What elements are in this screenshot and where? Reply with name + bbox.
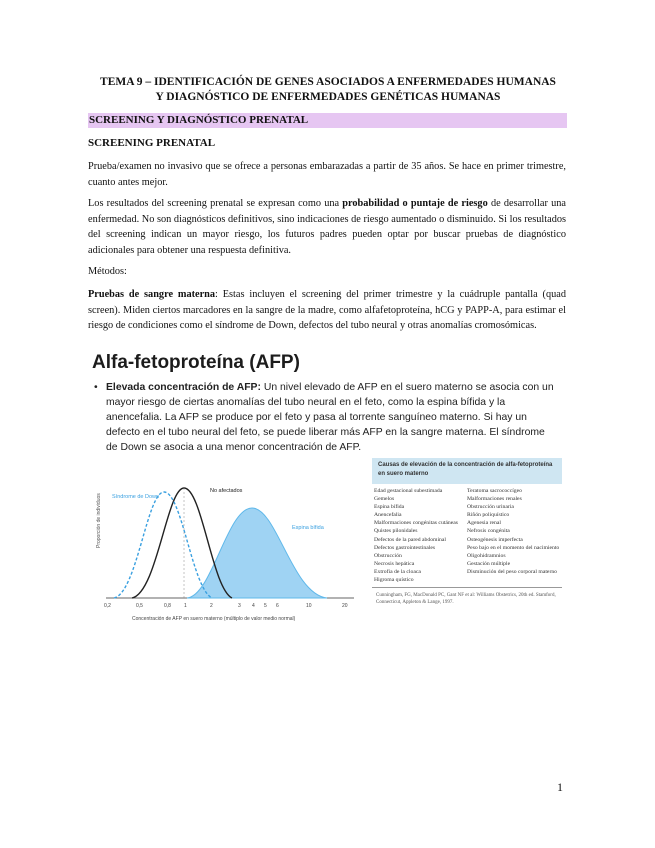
page-title-line-1: TEMA 9 – IDENTIFICACIÓN DE GENES ASOCIADOS A ENFERMEDADES HUMANAS: [100, 76, 556, 88]
chart-xlabel: Concentración de AFP en suero materno (múltiplo de valor medio normal): [132, 616, 296, 622]
table-cell: Obstrucción: [374, 552, 402, 559]
page-number: 1: [557, 780, 563, 794]
table-cell: Quistes pilonidales: [374, 528, 418, 535]
table-cell: Gestación múltiple: [467, 560, 511, 567]
x-tick-label: 0,5: [136, 603, 143, 609]
legend-espina-bifida: Espina bífida: [292, 525, 324, 531]
chart-ylabel: Proporción de individuos: [96, 493, 102, 548]
table-source: Cunningham, FG, MacDonald PC, Gant NF et al: Williams Obstetrics, 20th ed. Stamford, Connecticut, Appleton & Lange, 1997.: [372, 587, 562, 606]
table-cell: Riñón poliquístico: [467, 512, 510, 519]
x-tick-label: 6: [276, 603, 279, 609]
x-tick-label: 1: [184, 603, 187, 609]
afp-bullet-text: Un nivel elevado de AFP en el suero materno se asocia con un mayor riesgo de ciertas anomalías del tubo neural en el feto, como la espina bífida y la anencefalia. La AFP se produce por el feto y pasa al torrente sanguíneo materno. Si hay un defecto en el tubo neural del feto, se puede liberar más AFP en la sangre materna. El síndrome de Down se asocia a una menor concentración de AFP.: [106, 382, 554, 453]
x-tick-label: 10: [306, 603, 312, 609]
results-text-b: de desarrollar una enfermedad. No son diagnósticos definitivos, sino indicaciones de riesgo aumentado o disminuido. Si los resultados del screening indican un mayor riesgo, los futuros padres pueden optar por buscar pruebas de diagnóstico adicionales para obtener una respuesta definitiva.: [88, 198, 566, 256]
x-tick-label: 0,8: [164, 603, 171, 609]
table-cell: Extrofia de la cloaca: [374, 568, 421, 575]
x-tick-label: 2: [210, 603, 213, 609]
table-cell: Malformaciones renales: [467, 496, 522, 503]
table-cell: Espina bífida: [374, 504, 405, 511]
table-cell: Osteogénesis imperfecta: [467, 536, 523, 543]
table-cell: Teratoma sacrococcígeo: [467, 488, 523, 494]
table-cell: Agenesia renal: [467, 520, 501, 527]
table-left-column: [374, 487, 467, 584]
x-tick-label: 3: [238, 603, 241, 609]
paragraph-intro: Prueba/examen no invasivo que se ofrece a personas embarazadas a partir de 35 años. Se hace en primer trimestre, cuanto antes mejor.: [88, 161, 566, 188]
paragraph-results: [88, 196, 566, 258]
subsection-heading: SCREENING PRENATAL: [88, 137, 216, 149]
table-cell: Disminución del peso corporal materno: [467, 568, 558, 575]
maternal-blood-bold: Pruebas de sangre materna: [88, 289, 216, 300]
table-cell: Obstrucción urinaria: [467, 504, 514, 511]
table-columns: [372, 484, 562, 584]
table-right-column: [467, 487, 560, 584]
afp-distribution-chart: [92, 468, 362, 633]
table-cell: Defectos de la pared abdominal: [374, 536, 447, 543]
legend-no-afectados: No afectados: [210, 488, 243, 494]
afp-bullet-bold: Elevada concentración de AFP:: [106, 382, 261, 393]
results-text-a: Los resultados del screening prenatal se expresan como una: [88, 198, 343, 209]
methods-label: Métodos:: [88, 266, 127, 277]
x-tick-label: 20: [342, 603, 348, 609]
afp-causes-table: [372, 458, 562, 608]
table-cell: Edad gestacional subestimada: [374, 488, 443, 494]
section-heading: SCREENING Y DIAGNÓSTICO PRENATAL: [88, 113, 567, 128]
table-cell: Higroma quístico: [374, 577, 414, 584]
table-cell: Peso bajo en el momento del nacimiento: [467, 544, 560, 551]
table-header: Causas de elevación de la concentración de alfa-fetoproteína en suero materno: [372, 458, 562, 484]
x-tick-labels: [104, 603, 348, 609]
afp-slide-title: Alfa-fetoproteína (AFP): [92, 352, 300, 373]
page-title-line-2: Y DIAGNÓSTICO DE ENFERMEDADES GENÉTICAS HUMANAS: [155, 91, 501, 103]
paragraph-maternal-blood: [88, 287, 566, 334]
x-tick-label: 0,2: [104, 603, 111, 609]
maternal-blood-text: : Estas incluyen el screening del primer trimestre y la cuádruple pantalla (quad screen). Miden ciertos marcadores en la sangre de la madre, como alfafetoproteína, hCG y PAPP-A, para estimar el riesgo de condiciones como el síndrome de Down, defectos del tubo neural y otras anomalías cromosómicas.: [88, 289, 566, 331]
table-cell: Nefrosis congénita: [467, 528, 510, 535]
x-tick-label: 5: [264, 603, 267, 609]
bullet-icon: •: [94, 382, 98, 393]
curve-espina-bifida: [187, 508, 327, 598]
table-cell: Oligohidramnios: [467, 552, 506, 559]
afp-bullet: [94, 380, 558, 455]
results-bold: probabilidad o puntaje de riesgo: [342, 198, 488, 209]
x-tick-label: 4: [252, 603, 255, 609]
legend-down: Síndrome de Down: [112, 494, 160, 500]
table-cell: Malformaciones congénitas cutáneas: [374, 520, 459, 527]
table-cell: Anencefalia: [374, 512, 402, 519]
afp-slide-image: [92, 350, 560, 635]
table-cell: Necrosis hepática: [374, 560, 415, 567]
table-cell: Gemelos: [374, 496, 395, 503]
table-cell: Defectos gastrointestinales: [374, 544, 436, 551]
